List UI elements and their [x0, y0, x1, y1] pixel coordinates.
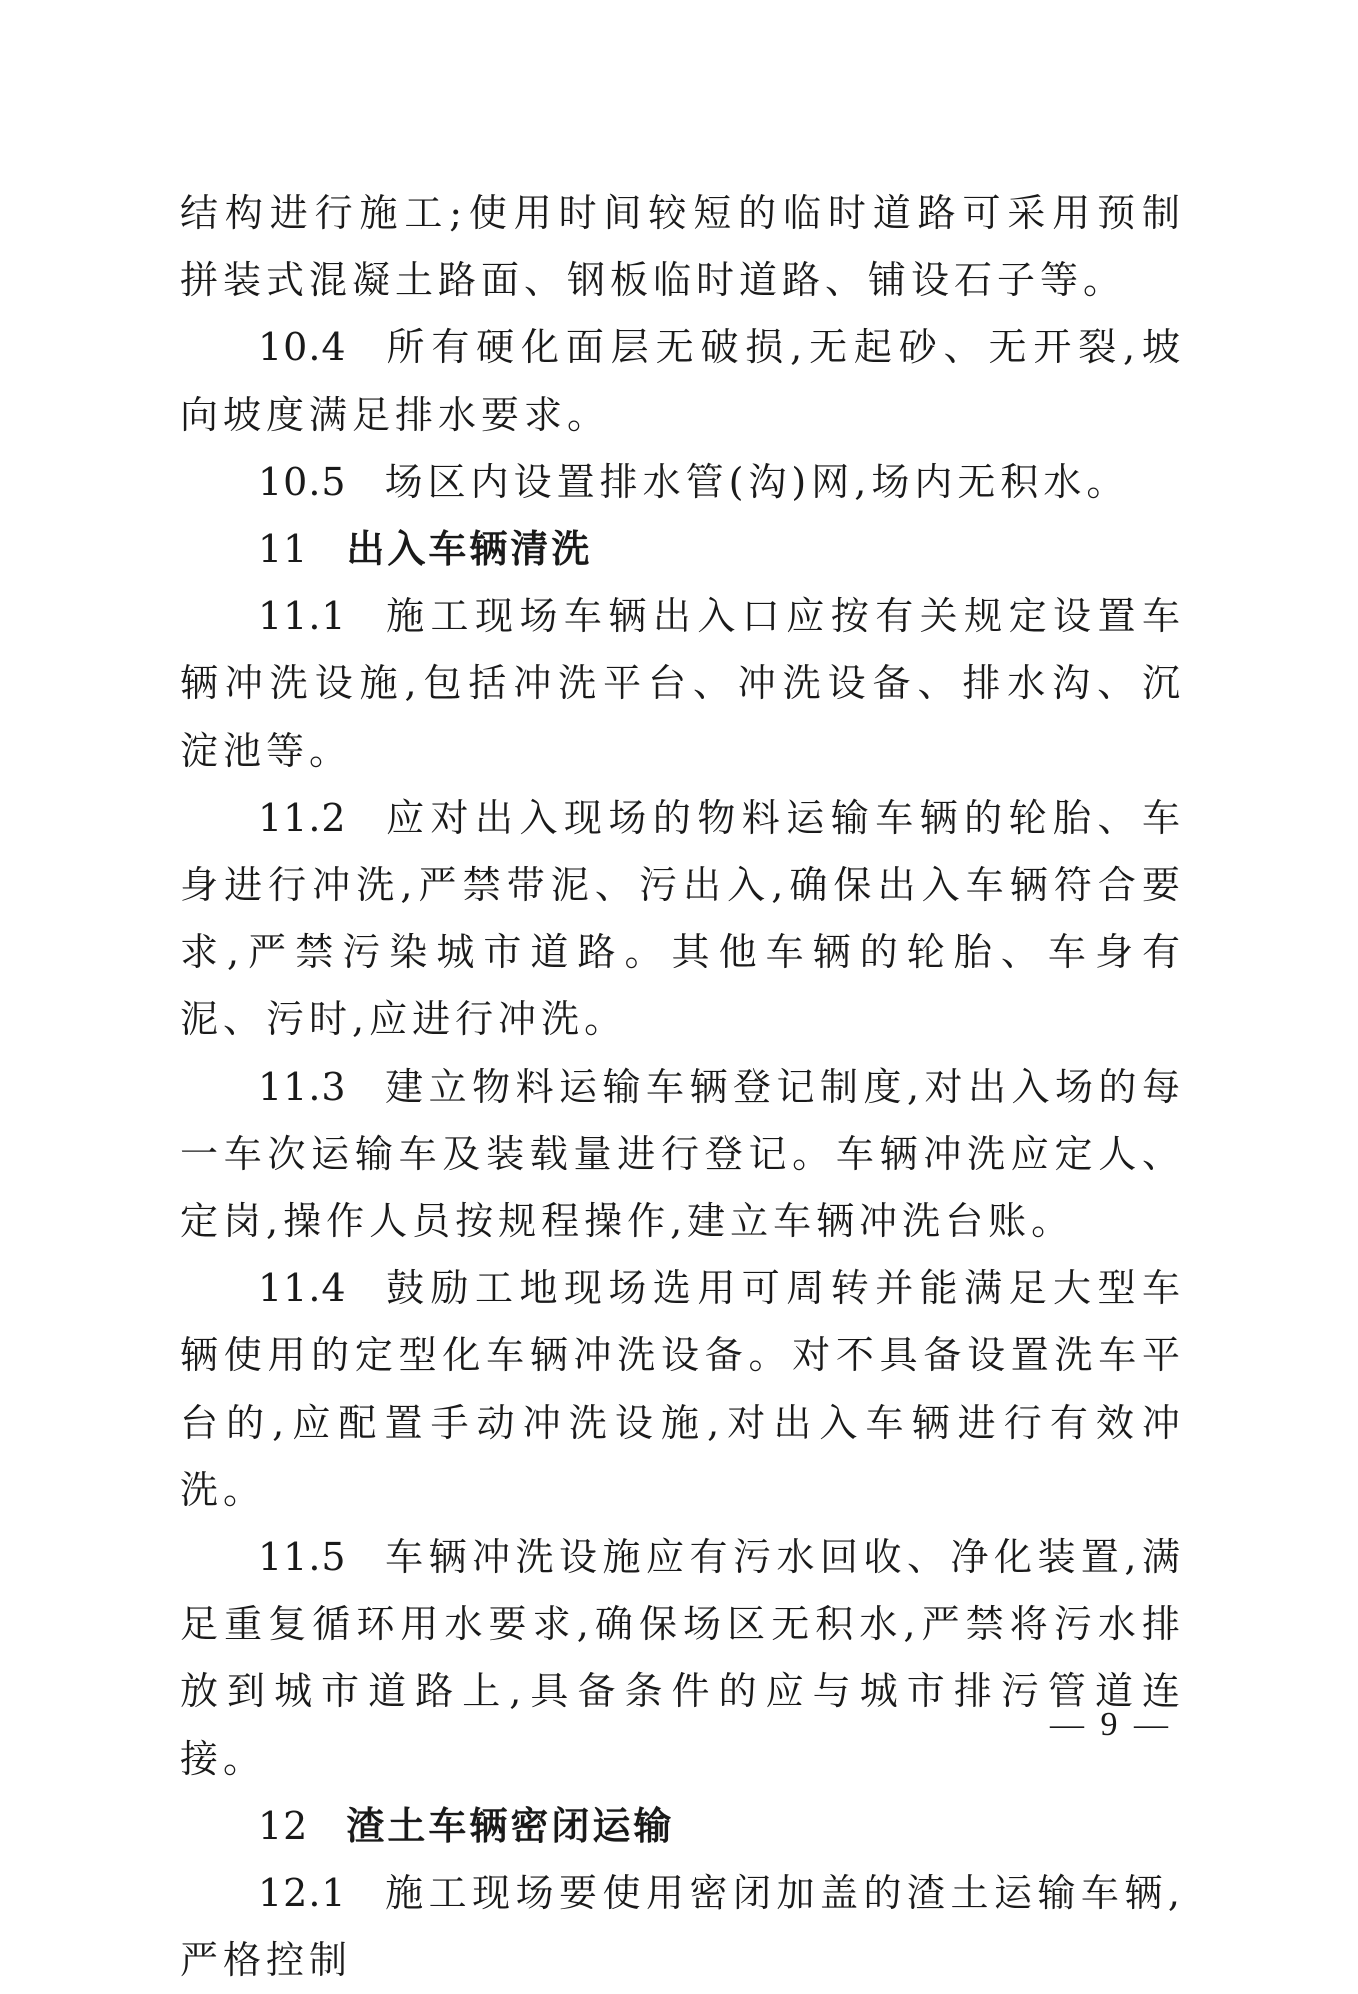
paragraph-text: 结构进行施工;使用时间较短的临时道路可采用预制拼装式混凝土路面、钢板临时道路、铺设石子等。 — [180, 191, 1185, 303]
clause-11-5 — [180, 1524, 1185, 1793]
clause-number: 11.5 — [258, 1535, 347, 1580]
body-text — [180, 180, 1185, 1994]
clause-11-3 — [180, 1054, 1185, 1256]
clause-11-1 — [180, 583, 1185, 785]
paragraph-continuation — [180, 180, 1185, 314]
clause-number: 11.3 — [258, 1064, 347, 1109]
clause-10-4 — [180, 314, 1185, 448]
clause-number: 11.2 — [258, 795, 347, 840]
clause-number: 12.1 — [258, 1871, 347, 1916]
clause-10-5 — [180, 449, 1185, 516]
clause-12-1 — [180, 1860, 1185, 1994]
clause-text: 场区内设置排水管(沟)网,场内无积水。 — [384, 459, 1130, 504]
clause-11-4 — [180, 1255, 1185, 1524]
clause-11-2 — [180, 785, 1185, 1054]
page-number: — 9 — — [1050, 1706, 1172, 1743]
clause-text: 施工现场要使用密闭加盖的渣土运输车辆,严格控制 — [180, 1871, 1185, 1983]
clause-number: 10.5 — [258, 459, 347, 504]
section-title: 出入车辆清洗 — [346, 527, 593, 572]
section-number: 11 — [258, 527, 309, 572]
section-heading-11 — [180, 516, 1185, 583]
clause-text: 建立物料运输车辆登记制度,对出入场的每一车次运输车及装载量进行登记。车辆冲洗应定人、定岗,操作人员按规程操作,建立车辆冲洗台账。 — [180, 1064, 1185, 1244]
clause-text: 所有硬化面层无破损,无起砂、无开裂,坡向坡度满足排水要求。 — [180, 325, 1185, 437]
section-heading-12 — [180, 1793, 1185, 1860]
clause-text: 车辆冲洗设施应有污水回收、净化装置,满足重复循环用水要求,确保场区无积水,严禁将污水排放到城市道路上,具备条件的应与城市排污管道连接。 — [180, 1535, 1185, 1781]
clause-number: 11.1 — [258, 594, 347, 639]
clause-number: 11.4 — [258, 1266, 347, 1311]
clause-number: 10.4 — [258, 325, 347, 370]
clause-text: 施工现场车辆出入口应按有关规定设置车辆冲洗设施,包括冲洗平台、冲洗设备、排水沟、沉淀池等。 — [180, 594, 1185, 773]
section-title: 渣土车辆密闭运输 — [346, 1803, 675, 1848]
clause-text: 应对出入现场的物料运输车辆的轮胎、车身进行冲洗,严禁带泥、污出入,确保出入车辆符合要求,严禁污染城市道路。其他车辆的轮胎、车身有泥、污时,应进行冲洗。 — [180, 795, 1185, 1042]
section-number: 12 — [258, 1803, 309, 1848]
clause-text: 鼓励工地现场选用可周转并能满足大型车辆使用的定型化车辆冲洗设备。对不具备设置洗车平台的,应配置手动冲洗设施,对出入车辆进行有效冲洗。 — [180, 1266, 1185, 1512]
